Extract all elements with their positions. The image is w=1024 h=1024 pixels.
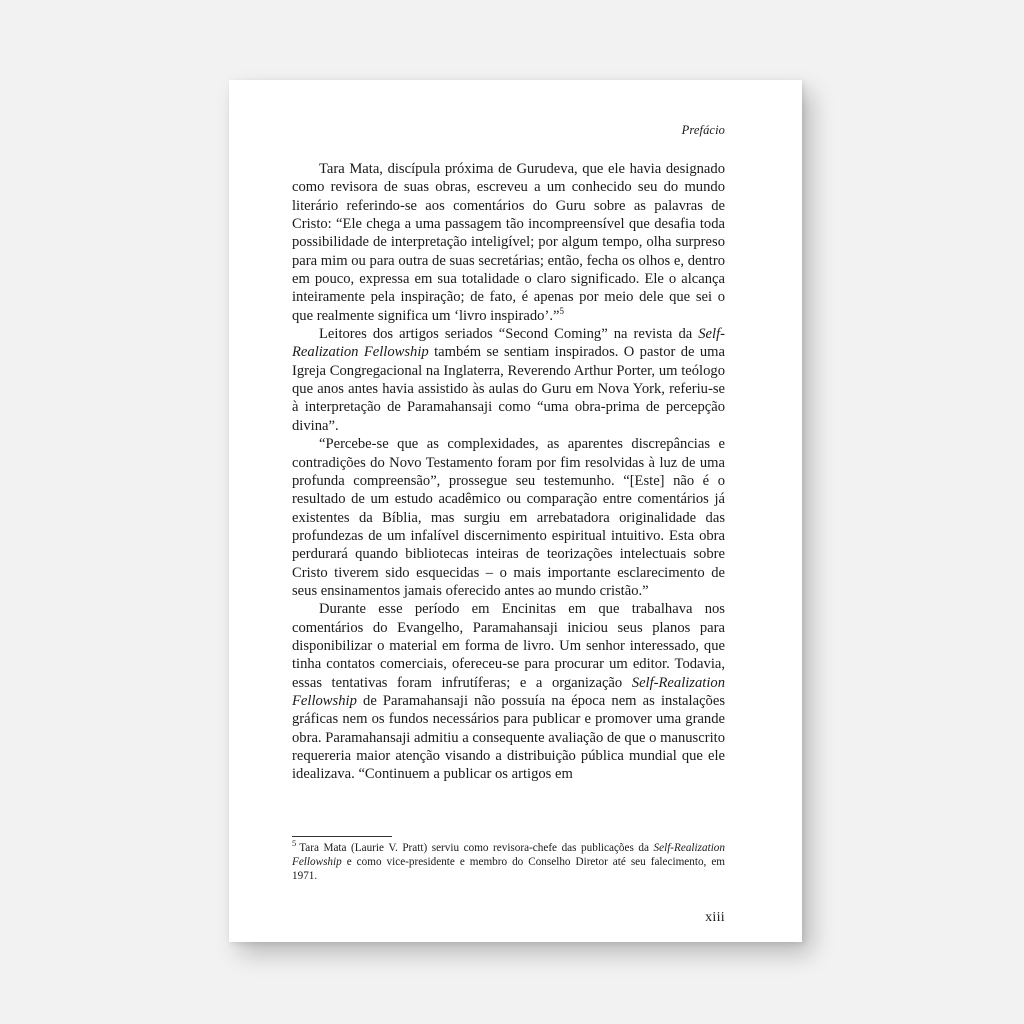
footnote-number: 5 <box>292 838 297 849</box>
footnote <box>292 838 725 884</box>
paragraph <box>292 160 725 325</box>
text-run: de Paramahansaji não possuía na época nem as instalações gráficas nem os fundos necessários para publicar e promover uma grande obra. Paramahansaji admitiu a consequente avaliação de que o manuscrito requereria maior atenção visando a distribuição pública mundial que ele idealizava. “Continuem a publicar os artigos em <box>292 692 725 783</box>
text-run: e como vice-presidente e membro do Conselho Diretor até seu falecimento, em 1971. <box>292 856 725 883</box>
text-run: Durante esse período em Encinitas em que trabalhava nos comentários do Evangelho, Paramahansaji iniciou seus planos para disponibilizar o material em forma de livro. Um senhor interessado, que tinha contatos comerciais, ofereceu-se para procurar um editor. Todavia, essas tentativas foram infrutíferas; e a organização <box>292 601 725 691</box>
page-number: xiii <box>705 910 725 925</box>
text-run: Leitores dos artigos seriados “Second Coming” na revista da <box>319 326 699 343</box>
running-head: Prefácio <box>681 123 725 137</box>
paragraph <box>292 325 725 435</box>
italic-text: Self-Realization Fellowship <box>292 842 725 869</box>
footnote-divider <box>292 836 392 837</box>
italic-text: Self-Realization Fellowship <box>292 674 725 709</box>
text-run: Tara Mata, discípula próxima de Gurudeva, que ele havia designado como revisora de suas obras, escreveu a um conhecido seu do mundo literário referindo-se aos comentários do Guru sobre as palavras de Cristo: “Ele chega a uma passagem tão incompreensível que desafia toda possibilidade de interpretação inteligível; por algum tempo, olha surpreso para mim ou para outra de suas secretárias; então, fecha os olhos e, dentro em pouco, expressa em sua totalidade o claro significado. Ele o alcança inteiramente pela inspiração; de fato, é apenas por meio dele que sei o que realmente significa um ‘livro inspirado’.” <box>292 161 725 324</box>
footnote-reference: 5 <box>559 305 564 316</box>
italic-text: Self-Realization Fellowship <box>292 326 725 361</box>
paragraph <box>292 435 725 600</box>
book-page <box>229 80 802 942</box>
text-run: também se sentiam inspirados. O pastor de uma Igreja Congregacional na Inglaterra, Reverendo Arthur Porter, um teólogo que anos antes havia assistido às aulas do Guru em Nova York, referiu-se à interpretação de Paramahansaji como “uma obra-prima de percepção divina”. <box>292 344 725 434</box>
body-text <box>292 160 725 784</box>
paragraph <box>292 600 725 783</box>
text-run: “Percebe-se que as complexidades, as aparentes discrepâncias e contradições do Novo Testamento foram por fim resolvidas à luz de uma profunda compreensão”, prossegue seu testemunho. “[Este] não é o resultado de um estudo acadêmico ou comparação entre comentários já existentes da Bíblia, mas surgiu em arrebatadora originalidade das profundezas de um infalível discernimento espiritual intuitivo. Esta obra perdurará quando bibliotecas inteiras de teorizações intelectuais sobre Cristo tiverem sido esquecidas – o mais importante esclarecimento de seus ensinamentos jamais oferecido antes ao mundo cristão.” <box>292 436 725 599</box>
text-run: Tara Mata (Laurie V. Pratt) serviu como revisora-chefe das publicações da <box>299 842 654 854</box>
footnote-text <box>292 842 725 882</box>
